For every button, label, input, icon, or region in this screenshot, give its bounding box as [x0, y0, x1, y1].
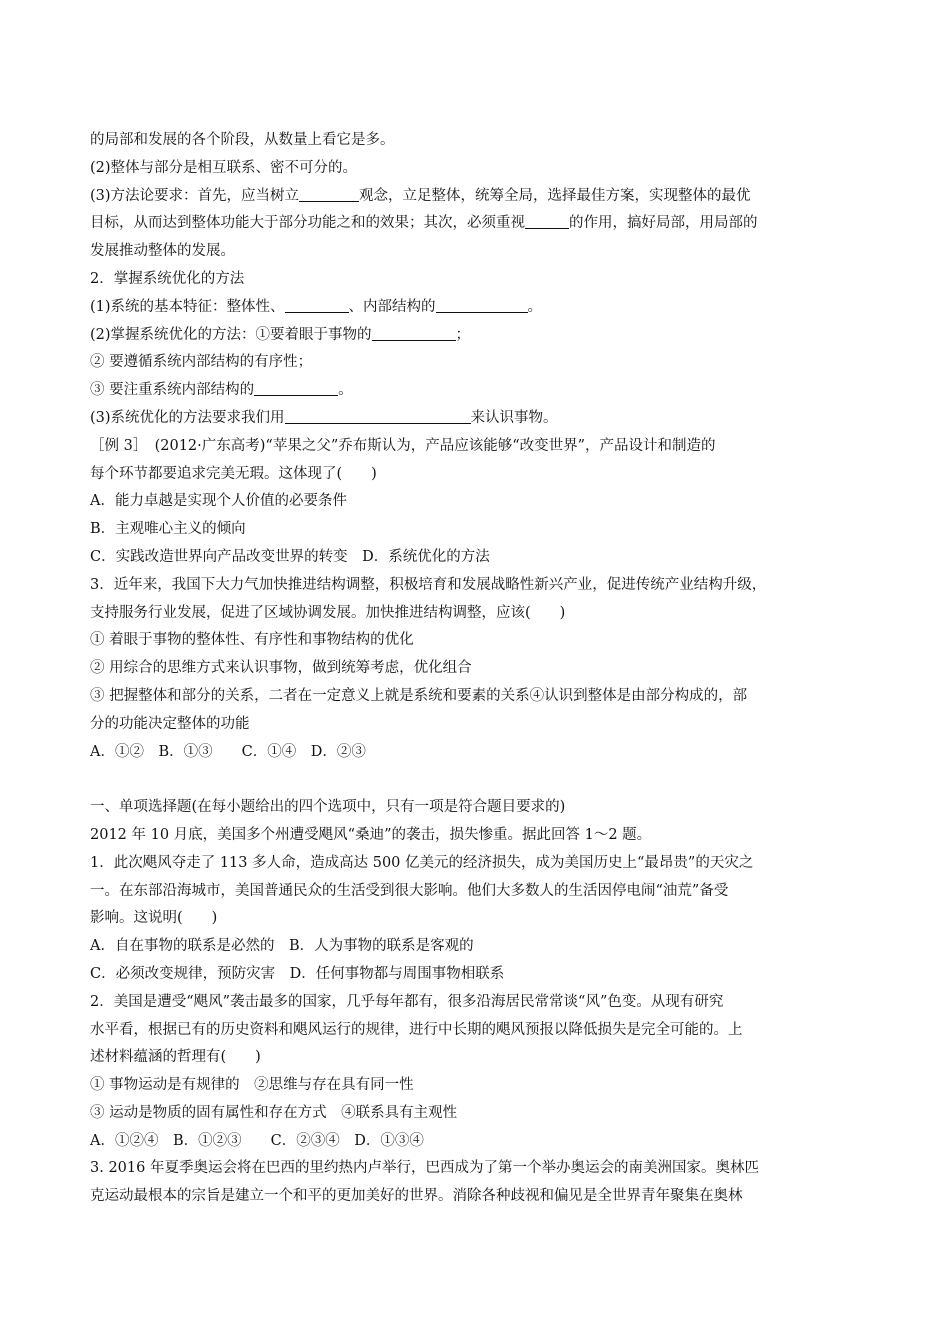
text-line: 2．掌握系统优化的方法: [90, 270, 245, 287]
text-line: ② 用综合的思维方式来认识事物，做到统筹考虑，优化组合: [90, 660, 472, 677]
text-line: 支持服务行业发展，促进了区域协调发展。加快推进结构调整，应该( ): [90, 604, 566, 621]
text-line: 每个环节都要追求完美无瑕。这体现了( ): [90, 465, 377, 482]
text-line: ② 要遵循系统内部结构的有序性；: [90, 354, 313, 371]
text-line: 一。在东部沿海城市，美国普通民众的生活受到很大影响。他们大多数人的生活因停电闹“油荒”备受: [90, 882, 729, 899]
text-line: 2．美国是遭受“飓风”袭击最多的国家，几乎每年都有，很多沿海居民常常谈“风”色变。从现有研究: [90, 993, 724, 1010]
text-segment: (3)系统优化的方法要求我们用: [90, 409, 285, 426]
text-line: 3．近年来，我国下大力气加快推进结构调整，积极培育和发展战略性新兴产业，促进传统产业结构升级，: [90, 576, 767, 593]
text-line: 克运动最根本的宗旨是建立一个和平的更加美好的世界。消除各种歧视和偏见是全世界青年聚集在奥林: [90, 1188, 743, 1205]
text-segment: (2)掌握系统优化的方法：①要着眼于事物的: [90, 326, 372, 343]
text-line: [90, 322, 870, 350]
text-line: ［例 3］ (2012·广东高考)“苹果之父”乔布斯认为，产品应该能够“改变世界”，产品设计和制造的: [90, 437, 716, 454]
text-line: ③ 把握整体和部分的关系，二者在一定意义上就是系统和要素的关系④认识到整体是由部分构成的，部: [90, 687, 748, 704]
text-line: (2)整体与部分是相互联系、密不可分的。: [90, 159, 358, 176]
text-line: 发展推动整体的发展。: [90, 243, 235, 260]
text-line: ① 事物运动是有规律的 ②思维与存在具有同一性: [90, 1077, 414, 1094]
fill-blank: [436, 296, 528, 313]
text-segment: 目标，从而达到整体功能大于部分功能之和的效果；其次，必须重视: [90, 215, 525, 232]
text-segment: ；: [455, 326, 471, 343]
text-line: [90, 210, 870, 238]
option-line: B．主观唯心主义的倾向: [90, 521, 246, 538]
fill-blank: [254, 379, 338, 396]
option-line: A．能力卓越是实现个人价值的必要条件: [90, 493, 347, 510]
text-line: 1．此次飓风夺走了 113 多人命，造成高达 500 亿美元的经济损失，成为美国历史上“最昂贵”的天灾之: [90, 854, 754, 871]
fill-blank: [525, 212, 569, 229]
text-line: [90, 294, 870, 322]
text-line: ③ 运动是物质的固有属性和存在方式 ④联系具有主观性: [90, 1104, 458, 1121]
section-gap: [90, 766, 870, 794]
option-line: A．①②④ B．①②③ C．②③④ D．①③④: [90, 1132, 424, 1149]
text-segment: 来认识事物。: [470, 409, 558, 426]
text-segment: 的作用，搞好局部，用局部的: [569, 215, 758, 232]
text-segment: 。: [338, 382, 353, 399]
text-line: 分的功能决定整体的功能: [90, 715, 250, 732]
text-line: [90, 405, 870, 433]
text-segment: (3)方法论要求：首先，应当树立: [90, 187, 300, 204]
document-page: [90, 127, 870, 1211]
option-line: C．实践改造世界向产品改变世界的转变 D．系统优化的方法: [90, 548, 490, 565]
fill-blank: [372, 324, 456, 341]
section-heading: 一、单项选择题(在每小题给出的四个选项中，只有一项是符合题目要求的): [90, 799, 566, 816]
text-segment: (1)系统的基本特征：整体性、: [90, 298, 285, 315]
fill-blank: [285, 407, 471, 424]
option-line: C．必须改变规律，预防灾害 D．任何事物都与周围事物相联系: [90, 965, 505, 982]
text-line: ① 着眼于事物的整体性、有序性和事物结构的优化: [90, 632, 414, 649]
text-line: 水平看，根据已有的历史资料和飓风运行的规律，进行中长期的飓风预报以降低损失是完全可能的。上: [90, 1021, 743, 1038]
text-segment: ③ 要注重系统内部结构的: [90, 382, 255, 399]
text-segment: 观念，立足整体，统筹全局，选择最佳方案，实现整体的最优: [359, 187, 751, 204]
text-line: 影响。这说明( ): [90, 910, 218, 927]
text-segment: 。: [527, 298, 543, 315]
text-line: 的局部和发展的各个阶段，从数量上看它是多。: [90, 132, 395, 148]
fill-blank: [285, 296, 349, 313]
option-line: A．自在事物的联系是必然的 B．人为事物的联系是客观的: [90, 938, 474, 955]
text-line: 2012 年 10 月底，美国多个州遭受飓风“桑迪”的袭击，损失惨重。据此回答 1～2 题。: [90, 826, 652, 843]
text-line: [90, 377, 870, 405]
text-segment: 、内部结构的: [348, 298, 436, 315]
text-line: [90, 183, 870, 211]
option-line: A．①② B．①③ C．①④ D．②③: [90, 743, 366, 760]
fill-blank: [299, 185, 359, 202]
text-line: 3. 2016 年夏季奥运会将在巴西的里约热内卢举行，巴西成为了第一个举办奥运会的南美洲国家。奥林匹: [90, 1160, 759, 1177]
text-line: 述材料蕴涵的哲理有( ): [90, 1049, 261, 1066]
